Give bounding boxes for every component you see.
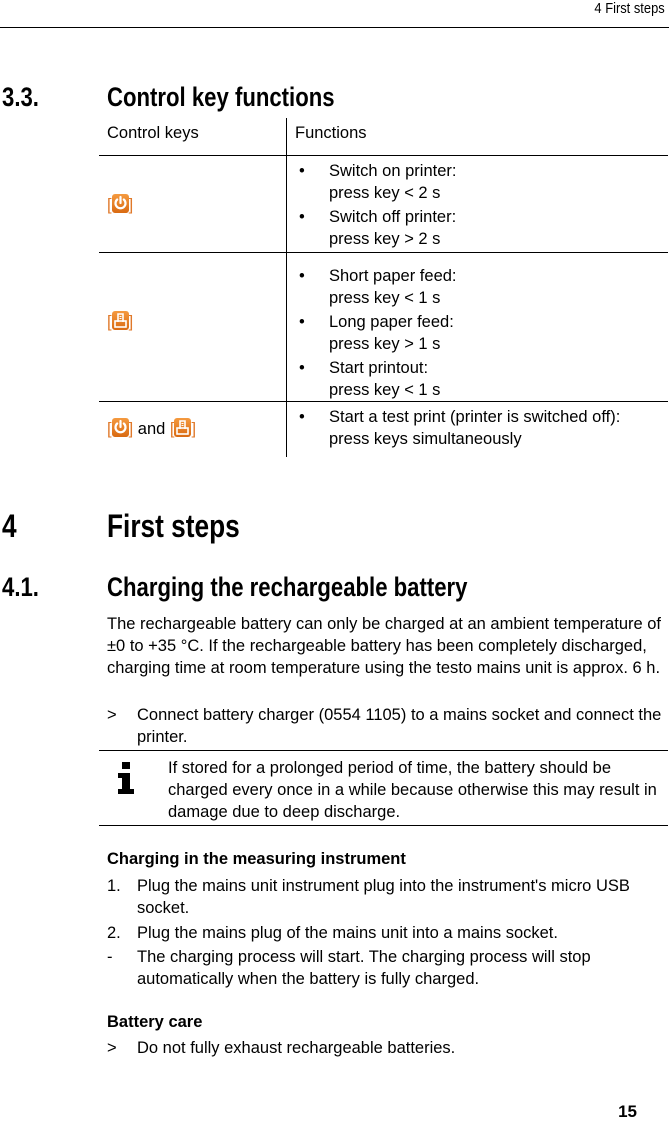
- paper-feed-icon: [174, 418, 191, 437]
- table-row: [99, 253, 668, 402]
- key-bracket-open: [: [169, 420, 175, 438]
- section-title: Control key functions: [107, 82, 335, 112]
- instruction-step: > Do not fully exhaust rechargeable batteries.: [107, 1039, 456, 1057]
- functions-cell: [287, 253, 669, 402]
- list-item: • Switch off printer: press key > 2 s: [299, 208, 457, 248]
- list-item: - The charging process will start. The charging process will stop automatically when the battery is fully charged.: [107, 948, 591, 988]
- step-text: Connect battery charger (0554 1105) to a mains socket and connect the printer.: [137, 706, 662, 746]
- paper-feed-icon: [112, 311, 129, 330]
- key-and-text: and: [133, 420, 170, 438]
- chapter-title: First steps: [107, 508, 240, 544]
- battery-care-heading: Battery care: [107, 1013, 203, 1031]
- header-rule: [0, 27, 669, 28]
- section-title: Charging the rechargeable battery: [107, 572, 468, 602]
- page-number: 15: [618, 1102, 637, 1121]
- key-bracket-open: [: [107, 420, 112, 438]
- section-number: 3.3.: [2, 82, 39, 112]
- chapter-number: 4: [2, 508, 17, 544]
- list-item: • Start printout: press key < 1 s: [299, 359, 441, 399]
- power-icon: [112, 418, 129, 437]
- info-text: If stored for a prolonged period of time, the battery should be charged every once in a while because otherwise this may result in damage due to deep discharge.: [168, 759, 657, 821]
- key-bracket-close: ]: [128, 196, 134, 214]
- table-row: [99, 156, 668, 253]
- key-cell: [99, 156, 287, 253]
- instruction-step: [107, 704, 662, 748]
- col-header-functions: Functions: [287, 118, 669, 156]
- list-item: 2. Plug the mains plug of the mains unit into a mains socket.: [107, 924, 558, 942]
- key-bracket-close: ]: [128, 420, 134, 438]
- info-note: [99, 750, 668, 826]
- list-item: 1. Plug the mains unit instrument plug into the instrument's micro USB socket.: [107, 877, 630, 917]
- intro-paragraph: The rechargeable battery can only be charged at an ambient temperature of ±0 to +35 °C. If the rechargeable battery has been completely discharged, charging time at room temperature using the testo mains unit is approx. 6 h.: [107, 615, 662, 677]
- table-row: [99, 402, 668, 457]
- key-bracket-open: [: [107, 196, 112, 214]
- key-bracket-close: ]: [128, 313, 134, 331]
- functions-cell: [287, 402, 669, 457]
- control-keys-table: [99, 118, 668, 457]
- list-item: • Start a test print (printer is switched off): press keys simultaneously: [299, 408, 621, 448]
- charging-heading: Charging in the measuring instrument: [107, 850, 406, 868]
- key-cell: [99, 402, 287, 457]
- list-item: • Short paper feed: press key < 1 s: [299, 267, 457, 307]
- list-item: • Switch on printer: press key < 2 s: [299, 162, 457, 202]
- table-header-row: [99, 118, 668, 156]
- list-item: • Long paper feed: press key > 1 s: [299, 313, 454, 353]
- functions-cell: [287, 156, 669, 253]
- power-icon: [112, 194, 129, 213]
- key-bracket-close: ]: [191, 420, 197, 438]
- running-header: 4 First steps: [594, 0, 665, 17]
- key-cell: [99, 253, 287, 402]
- col-header-keys: Control keys: [99, 118, 287, 156]
- info-icon: [116, 761, 136, 795]
- section-number: 4.1.: [2, 572, 39, 602]
- key-bracket-open: [: [107, 313, 112, 331]
- step-marker: >: [107, 706, 117, 724]
